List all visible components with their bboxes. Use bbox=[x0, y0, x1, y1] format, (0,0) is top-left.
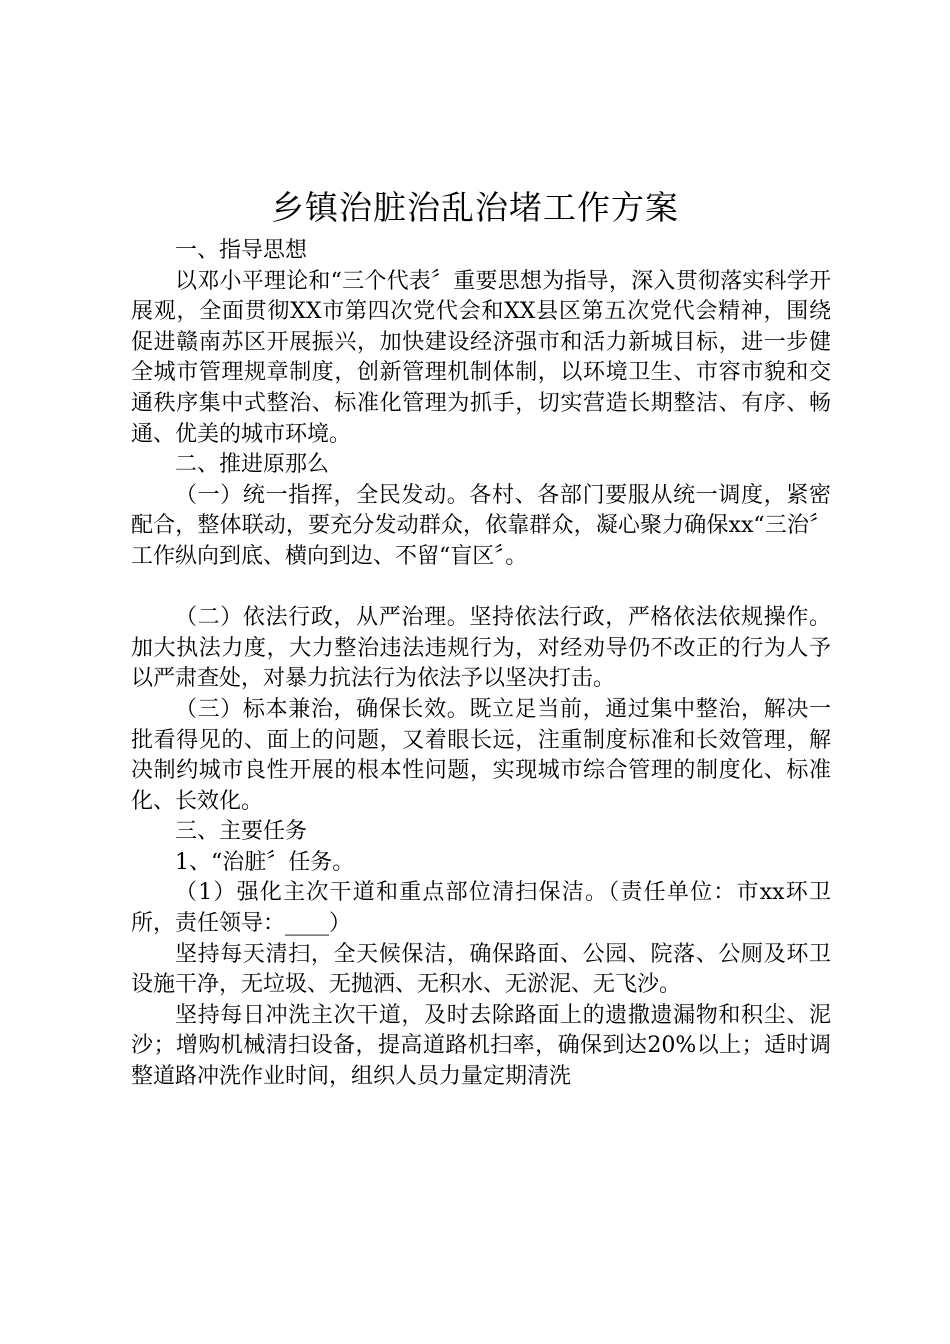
paragraph-principle-3: （三）标本兼治，确保长效。既立足当前，通过集中整治，解决一批看得见的、面上的问题，又着眼长远，注重制度标准和长效管理，解决制约城市良性开展的根本性问题，实现城市综合管理的制度化、标准化、长效化。 bbox=[131, 696, 831, 814]
paragraph-principle-2: （二）依法行政，从严治理。坚持依法行政，严格依法依规操作。加大执法力度，大力整治违法违规行为，对经劝导仍不改正的行为人予以严肃查处，对暴力抗法行为依法予以坚决打击。 bbox=[131, 605, 831, 692]
paragraph-task-1-1: （1）强化主次干道和重点部位清扫保洁。（责任单位：市xx环卫所，责任领导：____） bbox=[131, 880, 831, 937]
paragraph-principle-1: （一）统一指挥，全民发动。各村、各部门要服从统一调度，紧密配合，整体联动，要充分发动群众，依靠群众，凝心聚力确保xx“三治〞工作纵向到底、横向到边、不留“盲区〞。 bbox=[131, 482, 831, 569]
section-heading-guiding-thought: 一、指导思想 bbox=[175, 238, 308, 263]
paragraph-daily-cleaning: 坚持每天清扫，全天候保洁，确保路面、公园、院落、公厕及环卫设施干净，无垃圾、无抛洒、无积水、无淤泥、无飞沙。 bbox=[131, 941, 831, 998]
paragraph-guiding-thought: 以邓小平理论和“三个代表〞重要思想为指导，深入贯彻落实科学开展观，全面贯彻XX市第四次党代会和XX县区第五次党代会精神，围绕促进赣南苏区开展振兴，加快建设经济强市和活力新城目标，进一步健全城市管理规章制度，创新管理机制体制，以环境卫生、市容市貌和交通秩序集中式整治、标准化管理为抓手，切实营造长期整洁、有序、畅通、优美的城市环境。 bbox=[131, 268, 831, 447]
subheading-task-1: 1、“治脏〞任务。 bbox=[175, 849, 355, 875]
section-heading-principles: 二、推进原那么 bbox=[175, 452, 330, 478]
document-body bbox=[131, 236, 831, 1093]
section-heading-main-tasks: 三、主要任务 bbox=[175, 819, 308, 845]
document-title: 乡镇治脏治乱治堵工作方案 bbox=[271, 188, 679, 227]
paragraph-daily-washing: 坚持每日冲洗主次干道，及时去除路面上的遗撒遗漏物和积尘、泥沙；增购机械清扫设备，提高道路机扫率，确保到达20%以上；适时调整道路冲洗作业时间，组织人员力量定期清洗 bbox=[131, 1002, 831, 1090]
